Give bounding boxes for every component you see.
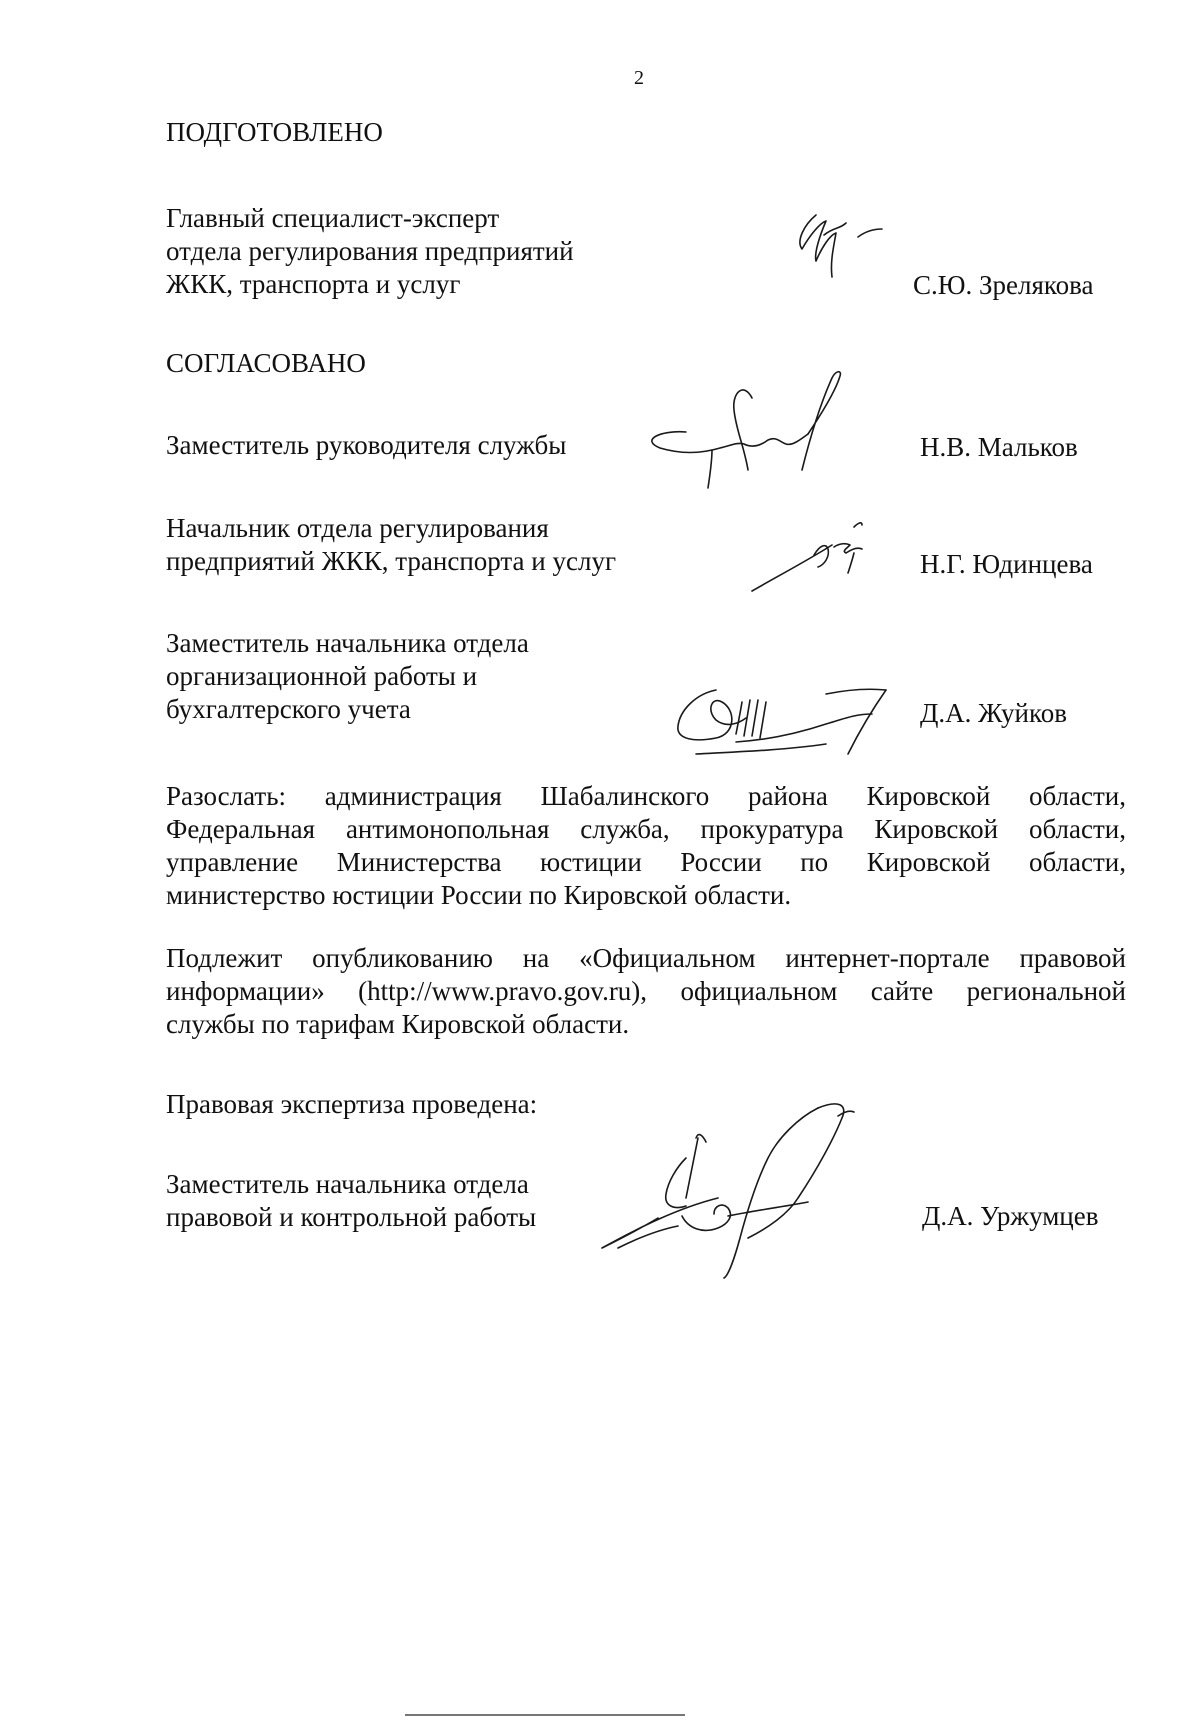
signer-name-yudintseva: Н.Г. Юдинцева (920, 549, 1093, 579)
distribution-line: управление Министерства юстиции России по Кировской области, (166, 847, 1126, 877)
agreed-heading: СОГЛАСОВАНО (166, 348, 366, 378)
position-line: предприятий ЖКК, транспорта и услуг (166, 546, 617, 576)
signature-malkov (640, 370, 870, 500)
distribution-line: министерство юстиции России по Кировской области. (166, 880, 792, 910)
signature-urzhumtsev (598, 1098, 898, 1278)
position-line: организационной работы и (166, 661, 478, 691)
prepared-heading: ПОДГОТОВЛЕНО (166, 117, 383, 147)
position-line: Начальник отдела регулирования (166, 513, 549, 543)
legal-review-heading: Правовая экспертиза проведена: (166, 1089, 538, 1119)
distribution-line: Федеральная антимонопольная служба, прокуратура Кировской области, (166, 814, 1126, 844)
position-line: Заместитель начальника отдела (166, 628, 529, 658)
signer-name-zrelyakova: С.Ю. Зрелякова (913, 270, 1094, 300)
signer-name-malkov: Н.В. Мальков (920, 432, 1078, 462)
agreed-position-3 (166, 627, 529, 726)
legal-review-position (166, 1168, 536, 1234)
position-line: Главный специалист-эксперт (166, 203, 500, 233)
publication-line: службы по тарифам Кировской области. (166, 1009, 630, 1039)
position-line: Заместитель руководителя службы (166, 430, 567, 460)
position-line: правовой и контрольной работы (166, 1202, 537, 1232)
page-number: 2 (634, 67, 644, 89)
signature-zhuikov (676, 680, 906, 760)
prepared-position (166, 202, 574, 301)
signature-yudintseva (750, 515, 880, 595)
signer-name-zhuikov: Д.А. Жуйков (920, 698, 1067, 728)
position-line: отдела регулирования предприятий (166, 236, 574, 266)
distribution-line: Разослать: администрация Шабалинского района Кировской области, (166, 781, 1126, 811)
publication-paragraph (166, 942, 1126, 1041)
position-line: бухгалтерского учета (166, 694, 411, 724)
publication-line: информации» (http://www.pravo.gov.ru), официальном сайте региональной (166, 976, 1126, 1006)
agreed-position-1 (166, 429, 566, 462)
signer-name-urzhumtsev: Д.А. Уржумцев (922, 1201, 1099, 1231)
signature-zrelyakova (790, 205, 910, 285)
position-line: Заместитель начальника отдела (166, 1169, 529, 1199)
distribution-paragraph (166, 780, 1126, 912)
position-line: ЖКК, транспорта и услуг (166, 269, 461, 299)
agreed-position-2 (166, 512, 616, 578)
publication-line: Подлежит опубликованию на «Официальном интернет-портале правовой (166, 943, 1126, 973)
footer-rule (405, 1714, 685, 1716)
